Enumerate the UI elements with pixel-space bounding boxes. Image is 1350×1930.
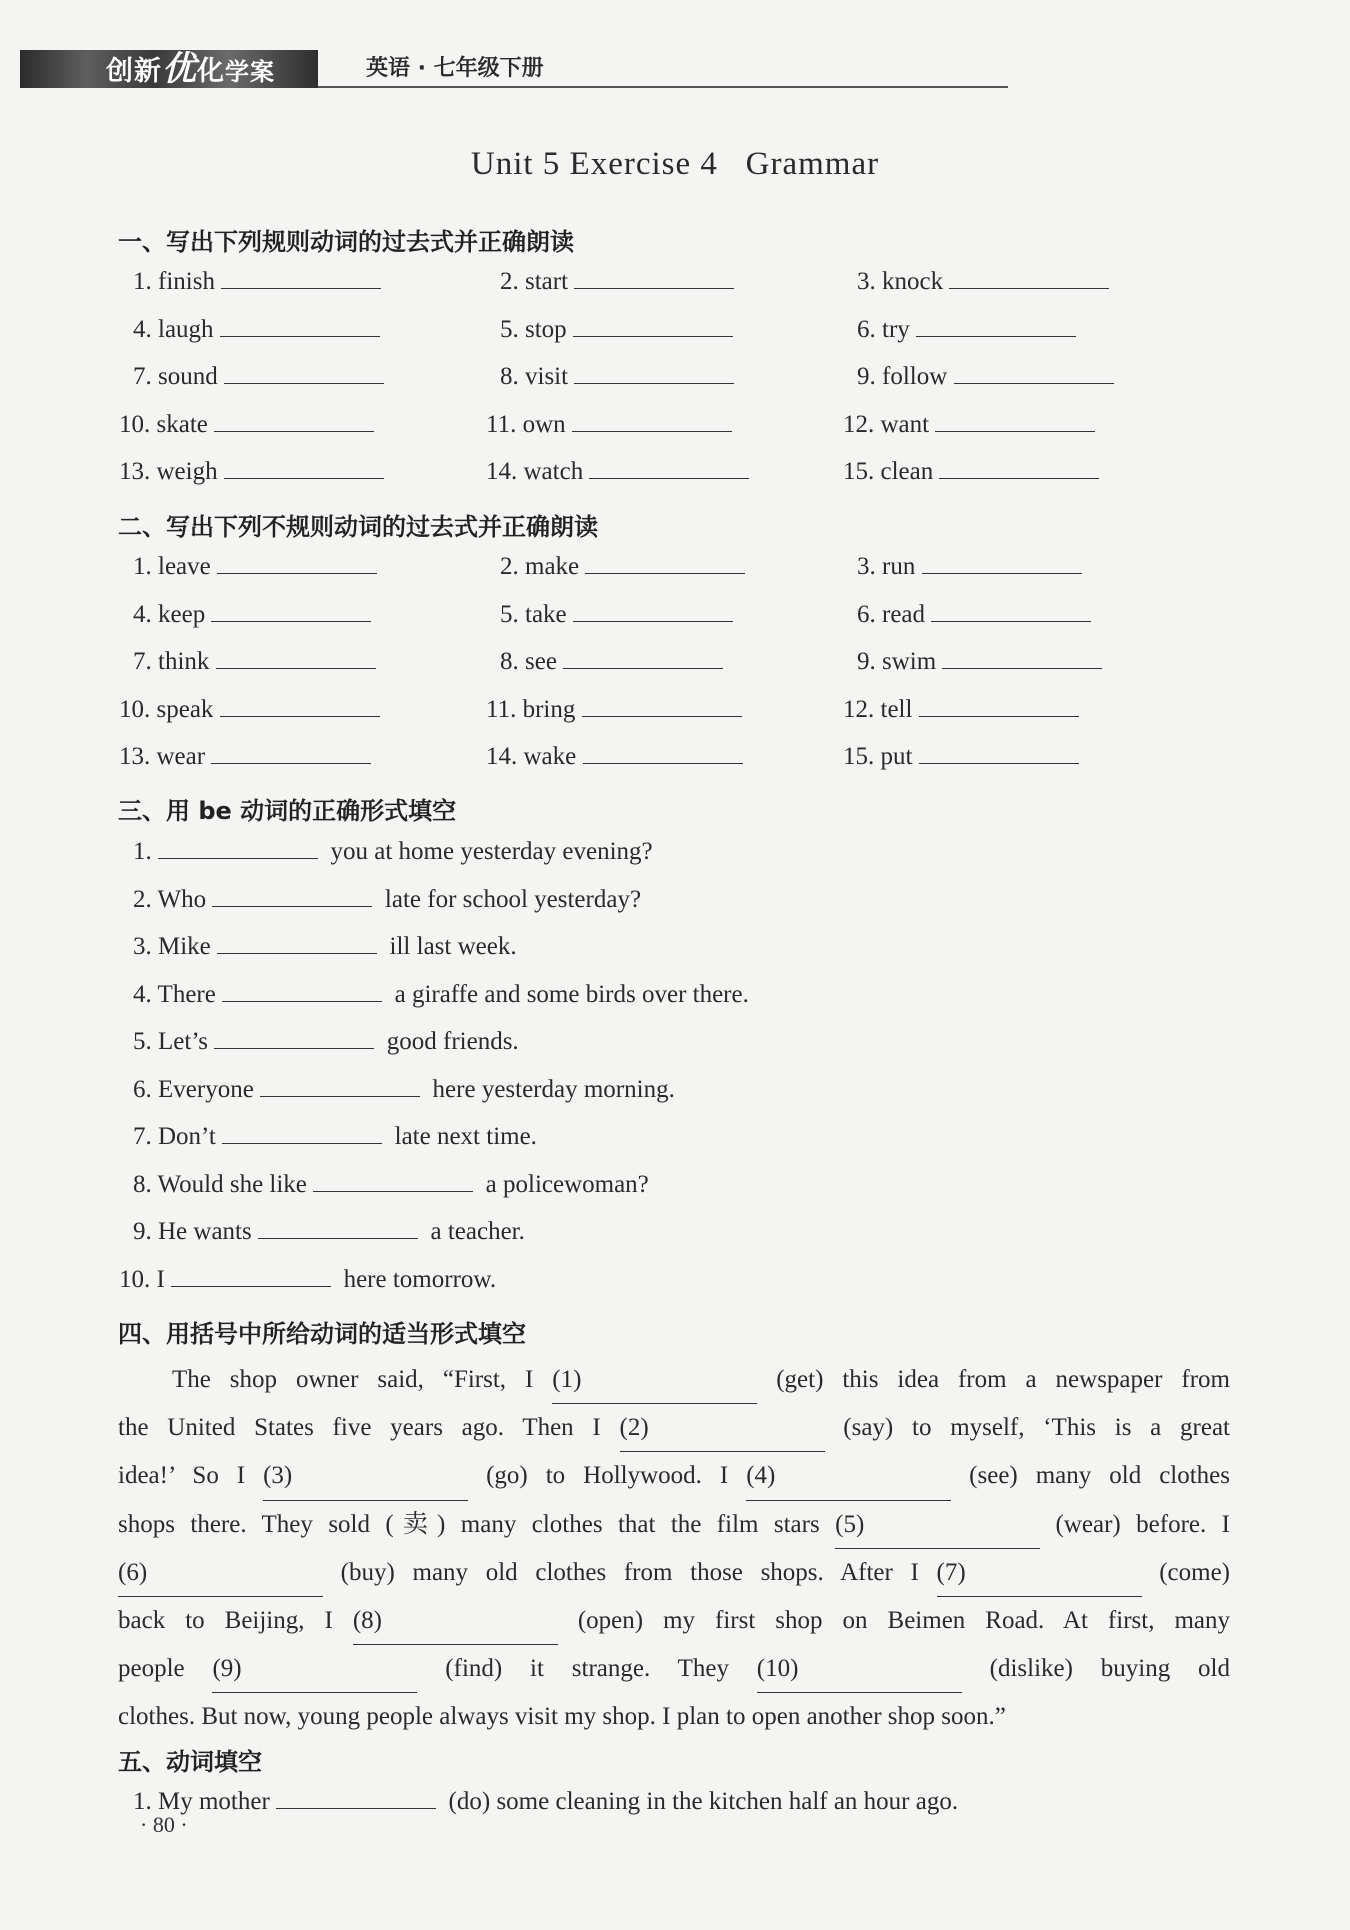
- passage-blank[interactable]: (5): [835, 1501, 1040, 1549]
- sentence-start: 3. Mike: [133, 933, 218, 960]
- verb-label: 15. clean: [843, 458, 940, 485]
- section-4-heading: 四、用括号中所给动词的适当形式填空: [118, 1320, 526, 1348]
- answer-blank[interactable]: [563, 667, 723, 669]
- answer-blank[interactable]: [222, 1142, 382, 1144]
- answer-blank[interactable]: [158, 857, 318, 859]
- verb-label: 3. knock: [857, 268, 950, 295]
- answer-blank[interactable]: [171, 1285, 331, 1287]
- section-4-passage: [118, 1356, 1230, 1741]
- sentence-end: late next time.: [382, 1123, 537, 1150]
- answer-blank[interactable]: [573, 620, 733, 622]
- sentence-item: [133, 886, 641, 914]
- exercise-item: [857, 553, 1082, 581]
- sentence-item: [133, 1123, 537, 1151]
- answer-blank[interactable]: [949, 287, 1109, 289]
- exercise-item: [486, 696, 742, 724]
- logo-part: 化: [197, 56, 225, 87]
- answer-blank[interactable]: [214, 430, 374, 432]
- sentence-start: 10. I: [119, 1265, 172, 1293]
- answer-blank[interactable]: [258, 1237, 418, 1239]
- answer-blank[interactable]: [919, 715, 1079, 717]
- answer-blank[interactable]: [574, 287, 734, 289]
- exercise-item: [857, 601, 1091, 629]
- passage-blank[interactable]: (6): [118, 1549, 323, 1597]
- sentence-start: 1.: [133, 838, 158, 865]
- passage-text: clothes. But now, young people always visit my shop. I plan to open another shop soon.”: [118, 1703, 1006, 1731]
- exercise-item: [843, 696, 1079, 724]
- answer-blank[interactable]: [217, 952, 377, 954]
- verb-label: 1. finish: [133, 268, 222, 295]
- section-2-heading: 二、写出下列不规则动词的过去式并正确朗读: [118, 513, 598, 541]
- verb-label: 15. put: [843, 743, 919, 770]
- answer-blank[interactable]: [916, 335, 1076, 337]
- exercise-item: [133, 553, 377, 581]
- answer-blank[interactable]: [585, 572, 745, 574]
- exercise-item: [500, 553, 745, 581]
- answer-blank[interactable]: [589, 477, 749, 479]
- exercise-item: [119, 411, 374, 439]
- sentence-item: [133, 1218, 525, 1246]
- passage-line: [118, 1597, 1230, 1645]
- verb-label: 5. stop: [500, 315, 573, 343]
- passage-blank[interactable]: (7): [937, 1549, 1142, 1597]
- exercise-item: [119, 743, 371, 771]
- answer-blank[interactable]: [939, 477, 1099, 479]
- answer-blank[interactable]: [211, 762, 371, 764]
- answer-blank[interactable]: [922, 572, 1082, 574]
- answer-blank[interactable]: [573, 335, 733, 337]
- answer-blank[interactable]: [211, 620, 371, 622]
- passage-blank[interactable]: (2): [620, 1404, 825, 1452]
- sentence-item: [133, 981, 749, 1009]
- sentence-start: 2. Who: [133, 885, 213, 913]
- verb-label: 9. swim: [857, 648, 943, 675]
- answer-blank[interactable]: [214, 1047, 374, 1049]
- sentence-item: [133, 1076, 675, 1104]
- verb-label: 7. think: [133, 648, 216, 675]
- answer-blank[interactable]: [954, 382, 1114, 384]
- passage-text: (say) to myself, ‘This is a great: [824, 1414, 1230, 1442]
- passage-blank[interactable]: (8): [353, 1597, 558, 1645]
- exercise-item: [857, 268, 1109, 296]
- passage-text: (open) my first shop on Beimen Road. At first, many: [557, 1607, 1230, 1635]
- exercise-item: [119, 458, 384, 486]
- sentence-item: [133, 1788, 958, 1816]
- answer-blank[interactable]: [224, 477, 384, 479]
- sentence-start: 7. Don’t: [133, 1123, 223, 1150]
- answer-blank[interactable]: [942, 667, 1102, 669]
- sentence-start: 8. Would she like: [133, 1170, 314, 1198]
- verb-label: 10. speak: [119, 695, 220, 723]
- verb-label: 6. try: [857, 315, 917, 343]
- exercise-item: [857, 363, 1114, 391]
- exercise-item: [843, 458, 1099, 486]
- verb-label: 14. wake: [486, 743, 583, 770]
- header-divider: [318, 86, 1008, 88]
- answer-blank[interactable]: [276, 1807, 436, 1809]
- verb-label: 8. visit: [500, 363, 575, 390]
- passage-blank[interactable]: (4): [746, 1452, 951, 1500]
- sentence-end: you at home yesterday evening?: [318, 838, 653, 865]
- section-3-heading: 三、用 be 动词的正确形式填空: [118, 797, 457, 825]
- verb-label: 5. take: [500, 600, 573, 628]
- passage-line: [118, 1452, 1230, 1500]
- exercise-item: [133, 601, 371, 629]
- sentence-end: ill last week.: [377, 933, 517, 960]
- sentence-start: 5. Let’s: [133, 1028, 215, 1055]
- passage-line: [118, 1693, 1230, 1740]
- exercise-item: [843, 743, 1079, 771]
- passage-line: [118, 1501, 1230, 1549]
- logo-part: 优: [162, 49, 197, 89]
- exercise-item: [133, 648, 376, 676]
- answer-blank[interactable]: [935, 430, 1095, 432]
- logo-part: 创新: [106, 56, 162, 87]
- sentence-item: [133, 933, 517, 961]
- passage-line: [118, 1404, 1230, 1452]
- passage-text: idea!’ So I: [118, 1462, 264, 1490]
- verb-label: 12. want: [843, 410, 936, 438]
- exercise-item: [843, 411, 1095, 439]
- logo-part: 学案: [225, 58, 275, 86]
- verb-label: 2. make: [500, 553, 586, 580]
- sentence-item: [133, 838, 653, 866]
- subject-label: 英语 · 七年级下册: [366, 56, 544, 81]
- answer-blank[interactable]: [222, 1000, 382, 1002]
- exercise-item: [133, 268, 381, 296]
- verb-label: 1. leave: [133, 553, 217, 580]
- sentence-end: a giraffe and some birds over there.: [382, 980, 749, 1008]
- verb-label: 8. see: [500, 648, 564, 675]
- exercise-item: [486, 743, 743, 771]
- verb-label: 2. start: [500, 268, 575, 295]
- exercise-item: [857, 648, 1102, 676]
- answer-blank[interactable]: [220, 715, 380, 717]
- verb-label: 9. follow: [857, 363, 954, 390]
- verb-label: 4. keep: [133, 600, 212, 628]
- sentence-end: a teacher.: [417, 1218, 525, 1245]
- exercise-item: [857, 316, 1076, 344]
- answer-blank[interactable]: [220, 335, 380, 337]
- verb-label: 13. weigh: [119, 458, 224, 485]
- verb-label: 6. read: [857, 600, 932, 628]
- passage-text: shops there. They sold (卖) many clothes that the film stars: [118, 1510, 836, 1538]
- sentence-start: 6. Everyone: [133, 1075, 261, 1103]
- passage-line: [118, 1356, 1230, 1404]
- answer-blank[interactable]: [216, 667, 376, 669]
- exercise-item: [486, 411, 732, 439]
- passage-text: (find) it strange. They: [417, 1655, 757, 1683]
- passage-text: the United States five years ago. Then I: [118, 1414, 620, 1442]
- passage-blank[interactable]: (9): [212, 1645, 417, 1693]
- sentence-item: [119, 1266, 496, 1294]
- answer-blank[interactable]: [221, 287, 381, 289]
- passage-text: (buy) many old clothes from those shops. After I: [323, 1558, 937, 1586]
- sentence-end: here yesterday morning.: [420, 1075, 675, 1103]
- answer-blank[interactable]: [217, 572, 377, 574]
- page-number: · 80 ·: [140, 1812, 188, 1837]
- exercise-item: [119, 696, 380, 724]
- verb-label: 10. skate: [119, 410, 215, 438]
- exercise-item: [500, 268, 734, 296]
- sentence-start: 1. My mother: [133, 1788, 277, 1815]
- exercise-item: [500, 648, 723, 676]
- exercise-item: [500, 316, 733, 344]
- page-title: Unit 5 Exercise 4 Grammar: [470, 146, 880, 182]
- answer-blank[interactable]: [224, 382, 384, 384]
- verb-label: 12. tell: [843, 695, 919, 723]
- passage-text: (go) to Hollywood. I: [468, 1462, 747, 1490]
- sentence-end: good friends.: [374, 1028, 519, 1055]
- answer-blank[interactable]: [212, 905, 372, 907]
- answer-blank[interactable]: [583, 762, 743, 764]
- section-1-heading: 一、写出下列规则动词的过去式并正确朗读: [118, 228, 574, 256]
- sentence-end: (do) some cleaning in the kitchen half an hour ago.: [436, 1788, 959, 1815]
- exercise-item: [500, 601, 733, 629]
- passage-blank[interactable]: (10): [757, 1645, 962, 1693]
- verb-label: 11. own: [486, 410, 572, 438]
- answer-blank[interactable]: [572, 430, 732, 432]
- passage-text: (dislike) buying old: [961, 1655, 1230, 1683]
- sentence-start: 4. There: [133, 980, 223, 1008]
- answer-blank[interactable]: [260, 1095, 420, 1097]
- sentence-end: a policewoman?: [473, 1170, 649, 1198]
- sentence-item: [133, 1028, 519, 1056]
- exercise-item: [500, 363, 734, 391]
- exercise-item: [133, 363, 384, 391]
- passage-line: [118, 1645, 1230, 1693]
- passage-text: The shop owner said, “First, I: [172, 1366, 553, 1393]
- verb-label: 11. bring: [486, 695, 582, 723]
- answer-blank[interactable]: [582, 715, 742, 717]
- sentence-start: 9. He wants: [133, 1218, 258, 1245]
- answer-blank[interactable]: [931, 620, 1091, 622]
- passage-text: (wear) before. I: [1040, 1510, 1230, 1538]
- passage-line: [118, 1549, 1230, 1597]
- passage-text: people: [118, 1655, 213, 1683]
- verb-label: 13. wear: [119, 743, 212, 770]
- verb-label: 4. laugh: [133, 315, 220, 343]
- sentence-item: [133, 1171, 649, 1199]
- passage-text: (get) this idea from a newspaper from: [757, 1366, 1230, 1393]
- sentence-end: late for school yesterday?: [372, 885, 642, 913]
- passage-text: (see) many old clothes: [951, 1462, 1231, 1490]
- verb-label: 3. run: [857, 553, 922, 580]
- answer-blank[interactable]: [313, 1190, 473, 1192]
- passage-blank[interactable]: (1): [552, 1356, 757, 1404]
- exercise-item: [133, 316, 380, 344]
- exercise-item: [486, 458, 749, 486]
- verb-label: 7. sound: [133, 363, 224, 390]
- series-logo-band: [20, 50, 318, 88]
- section-5-heading: 五、动词填空: [118, 1748, 262, 1776]
- passage-text: (come): [1141, 1558, 1231, 1586]
- answer-blank[interactable]: [919, 762, 1079, 764]
- passage-text: back to Beijing, I: [118, 1607, 353, 1635]
- answer-blank[interactable]: [574, 382, 734, 384]
- sentence-end: here tomorrow.: [331, 1265, 497, 1293]
- passage-blank[interactable]: (3): [263, 1452, 468, 1500]
- verb-label: 14. watch: [486, 458, 590, 485]
